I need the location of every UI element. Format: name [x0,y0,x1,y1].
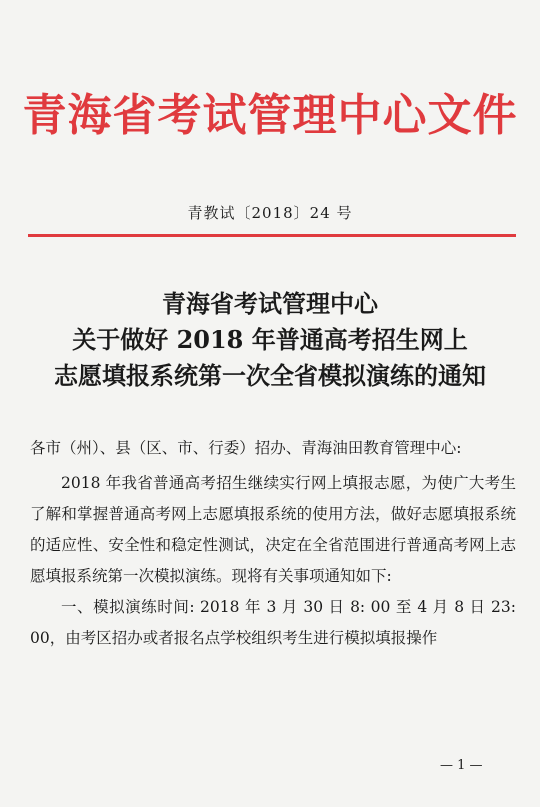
document-number: 青教试〔2018〕24 号 [187,204,353,222]
notice-title [0,286,540,394]
addressee: 各市（州）、县（区、市、行委）招办、青海油田教育管理中心: [30,439,462,457]
paragraph: 2018 年我省普通高考招生继续实行网上填报志愿，为使广大考生了解和掌握普通高考网上志愿填报系统的使用方法，做好志愿填报系统的适应性、安全性和稳定性测试，决定在全省范围进行普通高考网上志愿填报系统第一次模拟演练。现将有关事项通知如下: [30,474,516,585]
title-line: 青海省考试管理中心 [162,289,378,318]
title-line: 志愿填报系统第一次全省模拟演练的通知 [54,361,486,390]
red-divider-line [28,234,516,237]
paragraph: 一、模拟演练时间: 2018 年 3 月 30 日 8: 00 至 4 月 8 日 23: 00，由考区招办或者报名点学校组织考生进行模拟填报操作 [30,598,516,647]
page-number: — 1 — [440,758,483,773]
body-text [30,468,516,654]
masthead-title: 青海省考试管理中心文件 [22,90,518,141]
title-line: 关于做好 2018 年普通高考招生网上 [72,325,468,354]
